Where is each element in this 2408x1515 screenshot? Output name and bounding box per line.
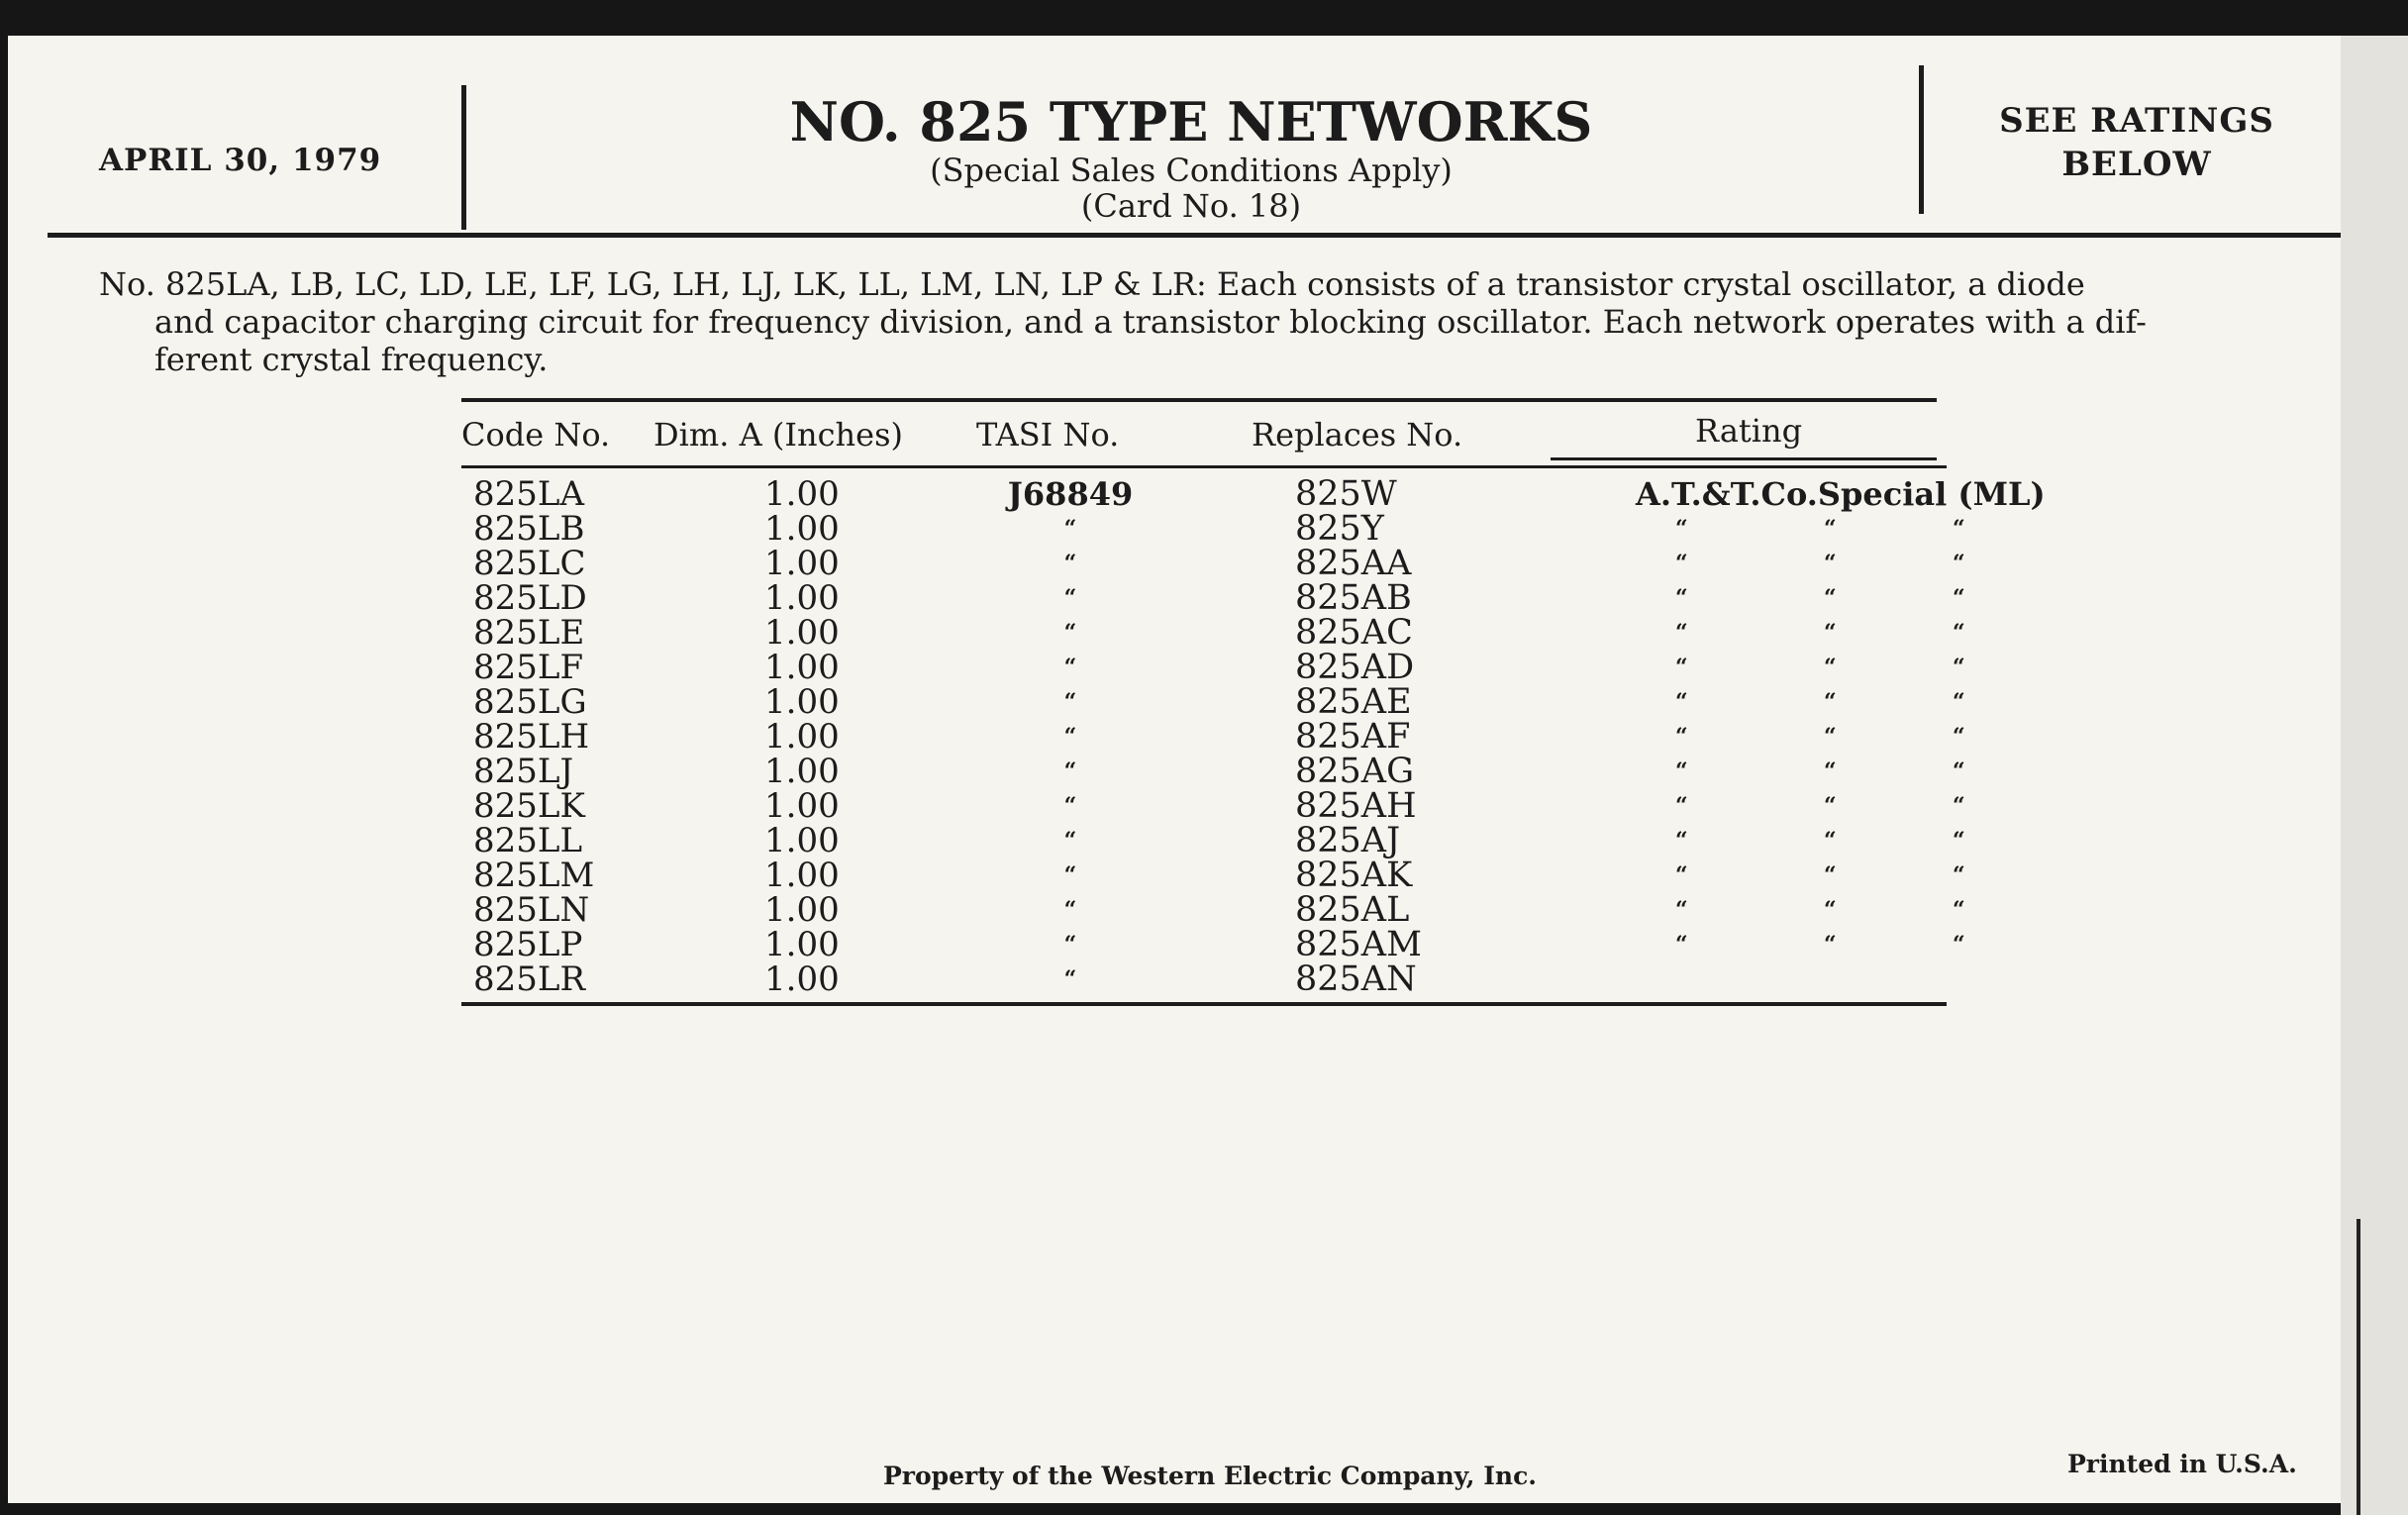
col-header-tasi: TASI No. (976, 416, 1120, 454)
dim-cell: 1.00 (764, 613, 840, 653)
dim-cell: 1.00 (764, 925, 840, 964)
rating-ditto-3: “ (1953, 655, 1965, 680)
dim-cell: 1.00 (764, 474, 840, 514)
rating-ditto-1: “ (1675, 585, 1688, 611)
dim-cell: 1.00 (764, 752, 840, 791)
table-row (461, 648, 1965, 687)
tasi-cell: “ (1063, 966, 1077, 992)
rating-ditto-2: “ (1824, 897, 1837, 923)
page-edge-line (2357, 1219, 2360, 1515)
code-cell: 825LK (473, 786, 585, 826)
replaces-cell: 825AA (1295, 544, 1412, 583)
rating-ditto-2: “ (1824, 758, 1837, 784)
rating-ditto-3: “ (1953, 897, 1965, 923)
col-header-rating: Rating (1695, 412, 1803, 450)
description-line-2: and capacitor charging circuit for frequency division, and a transistor blocking oscillator. Each network operates with a dif- (154, 303, 2147, 341)
replaces-cell: 825Y (1295, 509, 1384, 549)
tasi-cell: “ (1063, 862, 1077, 888)
code-cell: 825LG (473, 682, 587, 722)
replaces-cell: 825AK (1295, 856, 1413, 895)
tasi-cell: “ (1063, 551, 1077, 576)
ratings-note-line2: BELOW (2061, 145, 2212, 184)
dim-cell: 1.00 (764, 578, 840, 618)
header-divider-left (461, 85, 466, 230)
dim-cell: 1.00 (764, 890, 840, 930)
code-cell: 825LH (473, 717, 590, 757)
tasi-cell: J68849 (1007, 475, 1134, 513)
table-row (461, 613, 1965, 653)
code-cell: 825LC (473, 544, 586, 583)
replaces-cell: 825W (1295, 474, 1397, 514)
document-card (8, 36, 2341, 1503)
code-cell: 825LF (473, 648, 584, 687)
code-cell: 825LL (473, 821, 583, 860)
replaces-cell: 825AE (1295, 682, 1412, 722)
table-row (461, 962, 1947, 997)
description-line-1: No. 825LA, LB, LC, LD, LE, LF, LG, LH, LJ, LK, LL, LM, LN, LP & LR: Each consists of a transistor crystal oscillator, a diode (99, 265, 2085, 303)
rating-ditto-1: “ (1675, 620, 1688, 646)
rating-ditto-2: “ (1824, 862, 1837, 888)
code-cell: 825LJ (473, 752, 574, 791)
table-row (461, 717, 1965, 757)
rating-ditto-2: “ (1824, 689, 1837, 715)
rating-ditto-2: “ (1824, 828, 1837, 854)
rating-header-rule (1551, 457, 1937, 460)
rating-ditto-2: “ (1824, 724, 1837, 750)
col-header-code: Code No. (461, 416, 611, 454)
code-cell: 825LE (473, 613, 585, 653)
tasi-cell: “ (1063, 758, 1077, 784)
tasi-cell: “ (1063, 793, 1077, 819)
tasi-cell: “ (1063, 897, 1077, 923)
rating-ditto-1: “ (1675, 897, 1688, 923)
replaces-cell: 825AD (1295, 648, 1415, 687)
rating-ditto-3: “ (1953, 862, 1965, 888)
code-cell: 825LB (473, 509, 585, 549)
document-subtitle: (Special Sales Conditions Apply) (930, 152, 1453, 189)
networks-table (461, 398, 2046, 1022)
table-row (461, 821, 1965, 860)
rating-ditto-1: “ (1675, 655, 1688, 680)
rating-ditto-2: “ (1824, 551, 1837, 576)
tasi-cell: “ (1063, 828, 1077, 854)
dim-cell: 1.00 (764, 821, 840, 860)
rating-ditto-3: “ (1953, 620, 1965, 646)
tasi-cell: “ (1063, 620, 1077, 646)
rating-ditto-3: “ (1953, 724, 1965, 750)
rating-ditto-2: “ (1824, 655, 1837, 680)
table-row (461, 786, 1965, 826)
dim-cell: 1.00 (764, 786, 840, 826)
dim-cell: 1.00 (764, 682, 840, 722)
table-top-rule (461, 398, 1937, 402)
tasi-cell: “ (1063, 585, 1077, 611)
code-cell: 825LA (473, 474, 585, 514)
code-cell: 825LR (473, 960, 586, 999)
rating-ditto-2: “ (1824, 585, 1837, 611)
dim-cell: 1.00 (764, 544, 840, 583)
dim-cell: 1.00 (764, 856, 840, 895)
rating-cell: A.T.&T.Co.Special (ML) (1636, 475, 2046, 513)
rating-ditto-3: “ (1953, 689, 1965, 715)
ratings-note-line1: SEE RATINGS (1999, 101, 2274, 141)
rating-ditto-1: “ (1675, 516, 1688, 542)
replaces-cell: 825AM (1295, 925, 1422, 964)
table-row (461, 682, 1965, 722)
table-bottom-rule (461, 1002, 1947, 1006)
dim-cell: 1.00 (764, 509, 840, 549)
replaces-cell: 825AG (1295, 752, 1415, 791)
replaces-cell: 825AH (1295, 786, 1417, 826)
dim-cell: 1.00 (764, 717, 840, 757)
rating-ditto-3: “ (1953, 932, 1965, 958)
code-cell: 825LN (473, 890, 590, 930)
issue-date: APRIL 30, 1979 (99, 143, 382, 178)
table-row (461, 752, 1965, 791)
tasi-cell: “ (1063, 655, 1077, 680)
table-header-rule (461, 465, 1947, 468)
tasi-cell: “ (1063, 689, 1077, 715)
table-body (461, 474, 2046, 999)
rating-ditto-2: “ (1824, 793, 1837, 819)
table-row (461, 890, 1965, 930)
dim-cell: 1.00 (764, 960, 840, 999)
replaces-cell: 825AB (1295, 578, 1412, 618)
rating-ditto-1: “ (1675, 862, 1688, 888)
dim-cell: 1.00 (764, 648, 840, 687)
code-cell: 825LM (473, 856, 595, 895)
card-number: (Card No. 18) (1080, 187, 1302, 225)
rating-ditto-1: “ (1675, 828, 1688, 854)
table-row (461, 925, 1965, 964)
rating-ditto-2: “ (1824, 516, 1837, 542)
header-rule (48, 233, 2347, 238)
rating-ditto-3: “ (1953, 793, 1965, 819)
ratings-note (1929, 99, 2345, 186)
rating-ditto-1: “ (1675, 932, 1688, 958)
replaces-cell: 825AJ (1295, 821, 1401, 860)
rating-ditto-2: “ (1824, 932, 1837, 958)
property-notice: Property of the Western Electric Company, Inc. (883, 1462, 1538, 1490)
header-divider-right (1919, 65, 1924, 214)
rating-ditto-3: “ (1953, 585, 1965, 611)
table-row (461, 474, 2046, 514)
printed-notice: Printed in U.S.A. (2067, 1450, 2297, 1478)
table-row (461, 509, 1965, 549)
table-row (461, 578, 1965, 618)
code-cell: 825LD (473, 578, 587, 618)
rating-ditto-2: “ (1824, 620, 1837, 646)
rating-ditto-1: “ (1675, 551, 1688, 576)
header-center (473, 91, 1909, 224)
col-header-replaces: Replaces No. (1252, 416, 1463, 454)
rating-ditto-1: “ (1675, 724, 1688, 750)
rating-ditto-1: “ (1675, 758, 1688, 784)
tasi-cell: “ (1063, 724, 1077, 750)
replaces-cell: 825AF (1295, 717, 1411, 757)
replaces-cell: 825AC (1295, 613, 1413, 653)
document-title: NO. 825 TYPE NETWORKS (789, 90, 1593, 153)
tasi-cell: “ (1063, 516, 1077, 542)
rating-ditto-1: “ (1675, 689, 1688, 715)
col-header-dim: Dim. A (Inches) (653, 416, 903, 454)
tasi-cell: “ (1063, 932, 1077, 958)
rating-ditto-3: “ (1953, 516, 1965, 542)
rating-ditto-3: “ (1953, 828, 1965, 854)
rating-ditto-3: “ (1953, 551, 1965, 576)
code-cell: 825LP (473, 925, 583, 964)
description (99, 265, 2297, 378)
rating-ditto-3: “ (1953, 758, 1965, 784)
table-row (461, 856, 1965, 895)
description-line-3: ferent crystal frequency. (154, 341, 549, 378)
page-edge (2341, 36, 2408, 1515)
replaces-cell: 825AN (1295, 960, 1417, 999)
rating-ditto-1: “ (1675, 793, 1688, 819)
table-row (461, 544, 1965, 583)
replaces-cell: 825AL (1295, 890, 1410, 930)
